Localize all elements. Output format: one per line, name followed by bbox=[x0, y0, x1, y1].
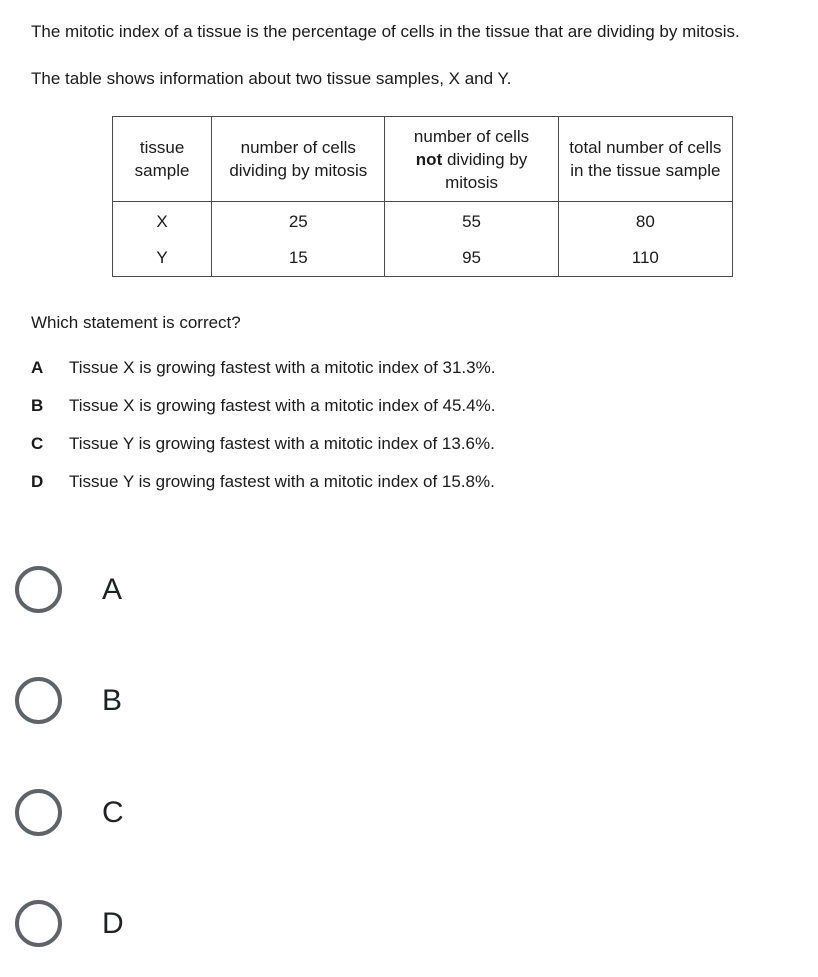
statement-text: Tissue Y is growing fastest with a mitotic index of 13.6%. bbox=[69, 434, 495, 453]
option-b[interactable] bbox=[15, 677, 122, 724]
statement-letter: B bbox=[31, 396, 44, 415]
statement-letter: C bbox=[31, 434, 44, 453]
cell-dividing: 15 bbox=[212, 240, 385, 277]
option-c[interactable] bbox=[15, 789, 124, 836]
table-header-row bbox=[113, 117, 733, 202]
statement-text: Tissue X is growing fastest with a mitotic index of 31.3%. bbox=[69, 358, 496, 377]
cell-sample: X bbox=[113, 202, 212, 241]
radio-button-a[interactable] bbox=[15, 566, 62, 613]
cell-sample: Y bbox=[113, 240, 212, 277]
header-total: total number of cells in the tissue sample bbox=[558, 117, 732, 202]
statement-letter: A bbox=[31, 358, 44, 377]
statement-item bbox=[31, 396, 495, 434]
radio-button-c[interactable] bbox=[15, 789, 62, 836]
intro-text: The mitotic index of a tissue is the percentage of cells in the tissue that are dividing by mitosis. bbox=[31, 22, 740, 41]
cell-not-dividing: 55 bbox=[385, 202, 558, 241]
radio-button-b[interactable] bbox=[15, 677, 62, 724]
option-b-label[interactable]: B bbox=[102, 683, 123, 717]
cell-total: 80 bbox=[558, 202, 732, 241]
header-not-dividing-bold: not bbox=[415, 149, 443, 169]
statement-item bbox=[31, 472, 495, 510]
option-d-label[interactable]: D bbox=[102, 906, 124, 940]
header-not-dividing-pre: number of cells bbox=[413, 126, 530, 146]
statement-text: Tissue Y is growing fastest with a mitotic index of 15.8%. bbox=[69, 472, 495, 491]
statement-item bbox=[31, 358, 495, 396]
header-dividing: number of cells dividing by mitosis bbox=[212, 117, 385, 202]
answer-statements bbox=[31, 358, 495, 510]
statement-text: Tissue X is growing fastest with a mitotic index of 45.4%. bbox=[69, 396, 496, 415]
option-a[interactable] bbox=[15, 566, 122, 613]
statement-letter: D bbox=[31, 472, 44, 491]
header-tissue-sample: tissue sample bbox=[113, 117, 212, 202]
question-text: Which statement is correct? bbox=[31, 313, 241, 332]
statement-item bbox=[31, 434, 495, 472]
table-row bbox=[113, 202, 733, 241]
option-a-label[interactable]: A bbox=[102, 572, 123, 606]
header-not-dividing-post: dividing by mitosis bbox=[445, 149, 528, 192]
cell-dividing: 25 bbox=[212, 202, 385, 241]
radio-button-d[interactable] bbox=[15, 900, 62, 947]
cell-total: 110 bbox=[558, 240, 732, 277]
table-row bbox=[113, 240, 733, 277]
tissue-data-table bbox=[112, 116, 733, 277]
cell-not-dividing: 95 bbox=[385, 240, 558, 277]
header-not-dividing bbox=[385, 117, 558, 202]
option-c-label[interactable]: C bbox=[102, 795, 124, 829]
intro-table-description: The table shows information about two tissue samples, X and Y. bbox=[31, 69, 512, 88]
option-d[interactable] bbox=[15, 900, 124, 947]
